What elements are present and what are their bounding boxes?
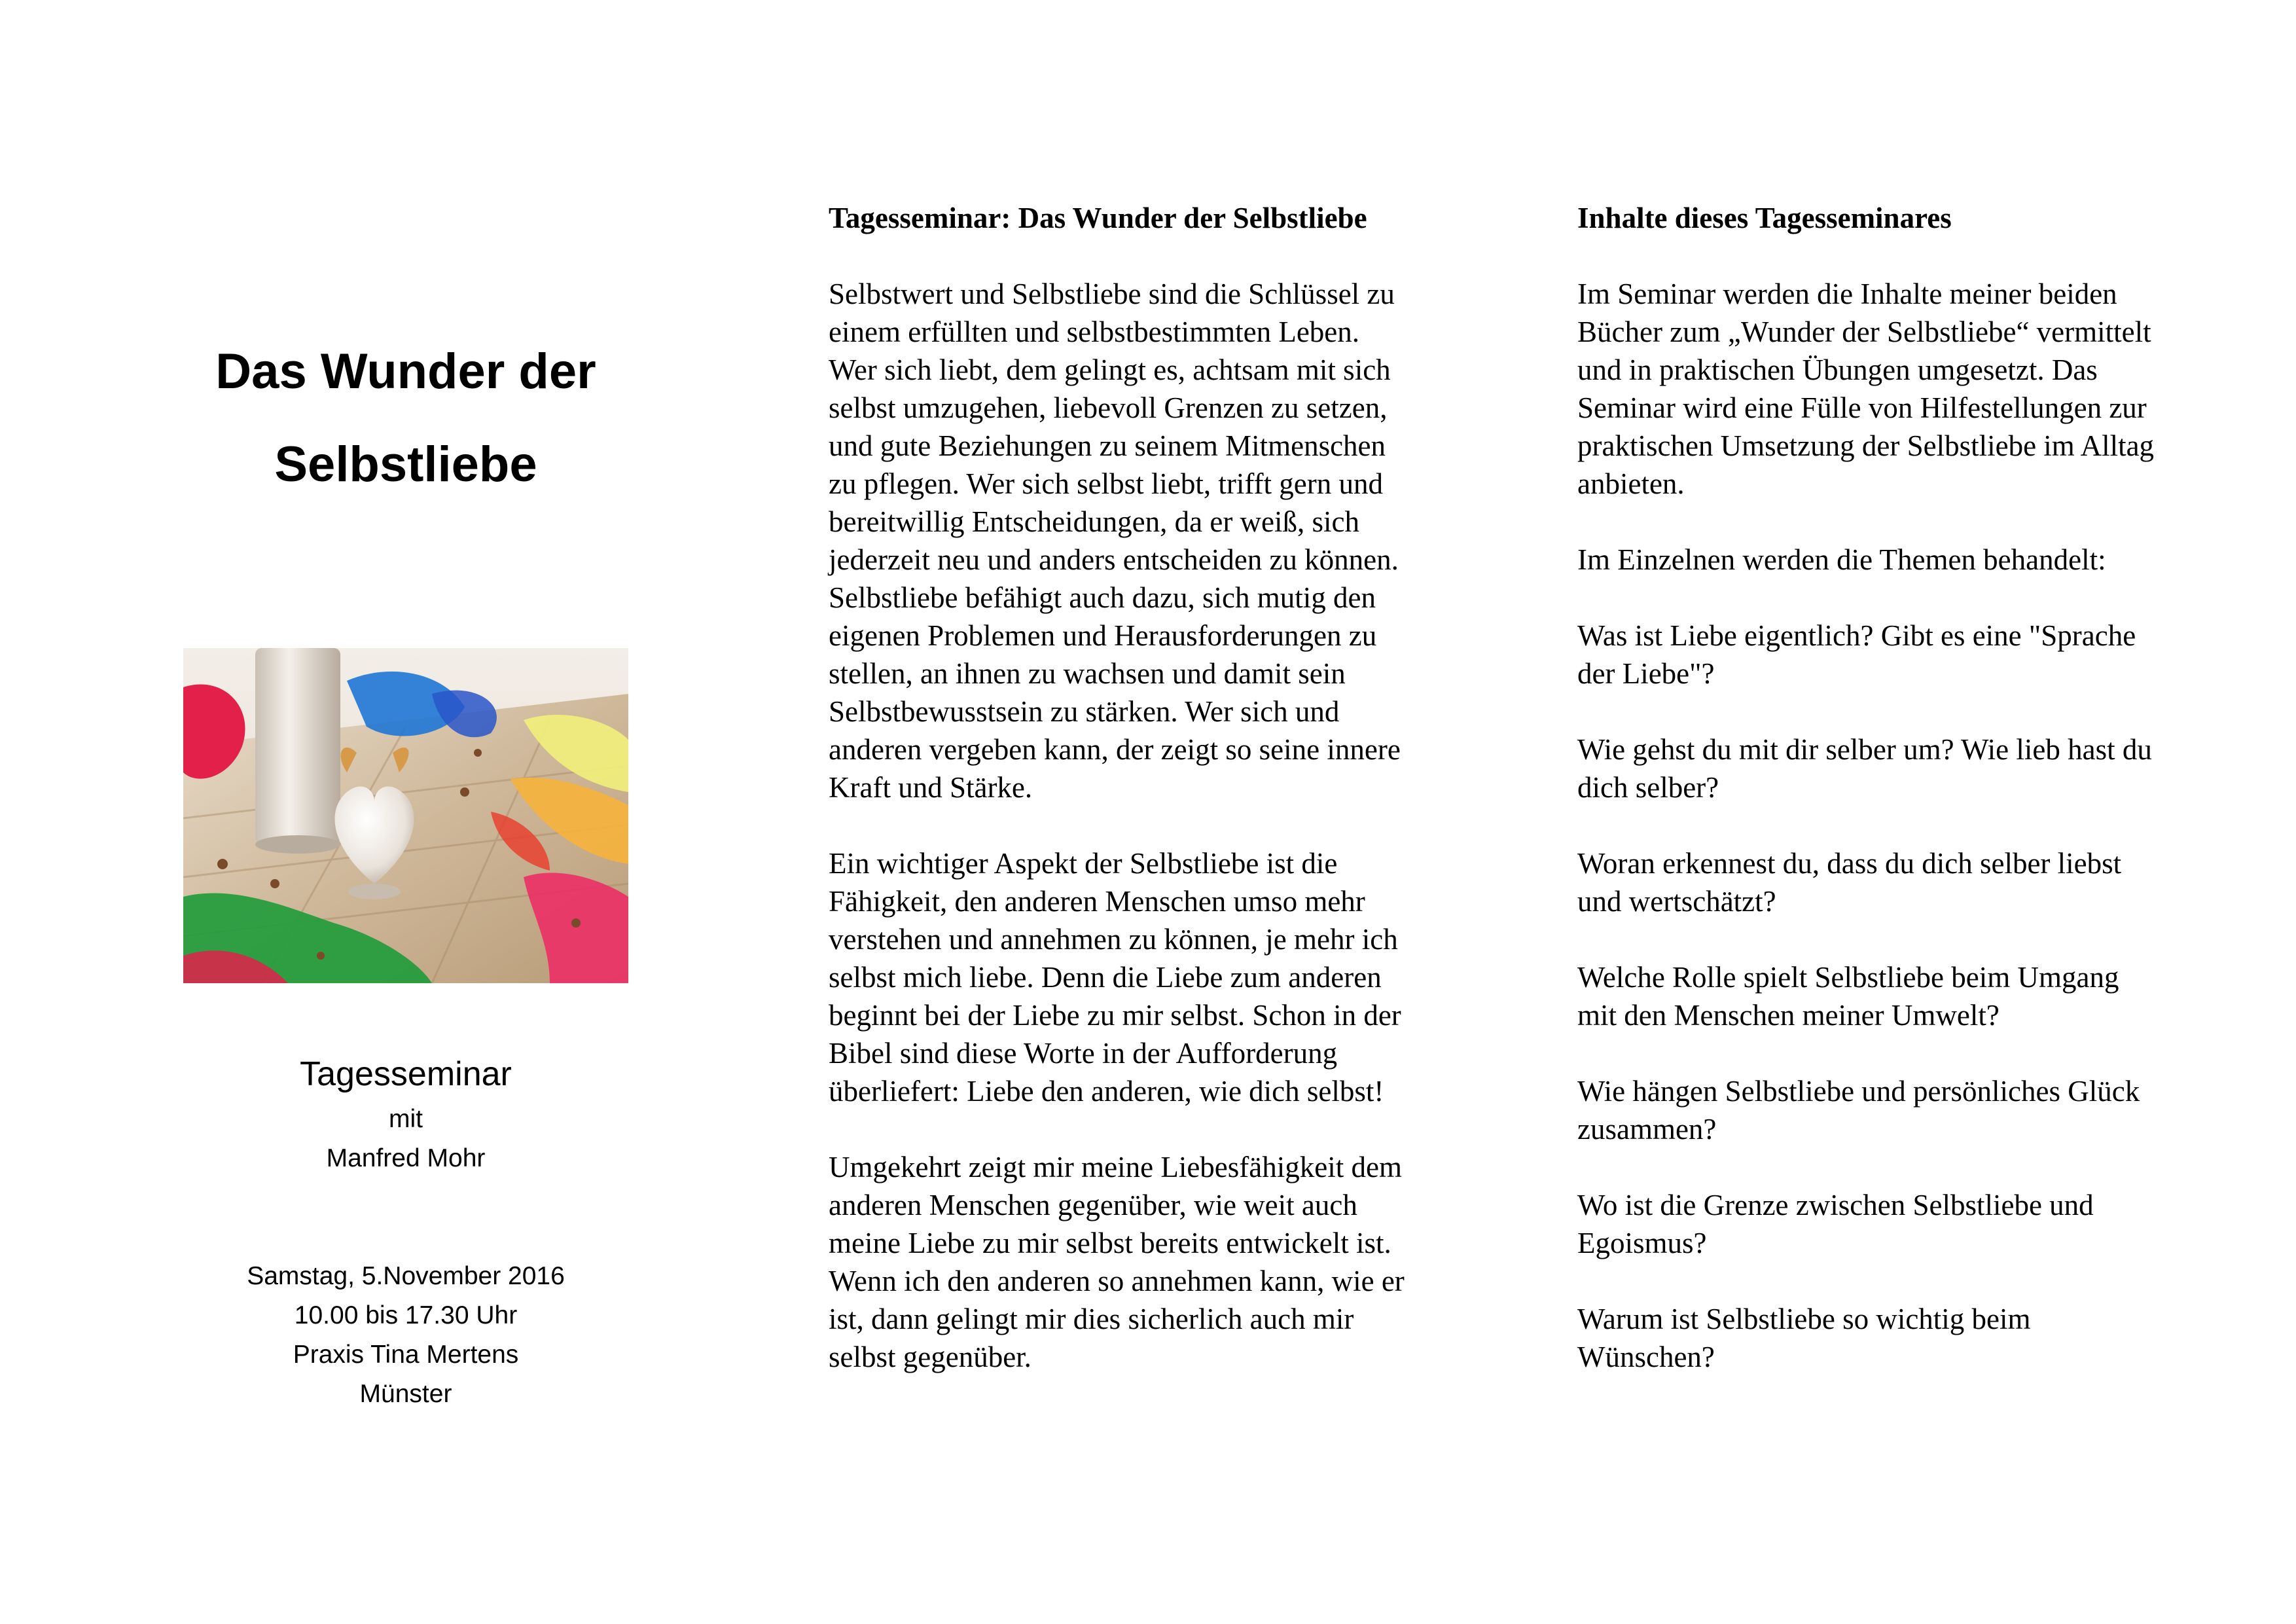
contents-paragraph	[1577, 844, 2238, 920]
intro-text-line: Selbstwert und Selbstliebe sind die Schlüssel zu	[829, 278, 1395, 310]
contents-text-line: Im Seminar werden die Inhalte meiner beiden	[1577, 278, 2117, 310]
cover-title-line-2: Selbstliebe	[274, 437, 537, 492]
contents-text-line: Wie gehst du mit dir selber um? Wie lieb hast du	[1577, 733, 2152, 766]
intro-text-line: verstehen und annehmen zu können, je mehr ich	[829, 923, 1398, 956]
contents-text-line: und in praktischen Übungen umgesetzt. Das	[1577, 353, 2098, 386]
intro-paragraph	[829, 275, 1483, 806]
event-date: Samstag, 5.November 2016	[247, 1262, 565, 1290]
contents-paragraph	[1577, 1300, 2238, 1376]
heart-figurine-icon	[183, 648, 628, 983]
intro-panel	[829, 199, 1483, 1414]
intro-text-line: einem erfüllten und selbstbestimmten Leben.	[829, 316, 1360, 348]
intro-text-line: anderen Menschen gegenüber, wie weit auch	[829, 1189, 1357, 1221]
contents-paragraph	[1577, 617, 2238, 693]
contents-text-line: Im Einzelnen werden die Themen behandelt:	[1577, 543, 2106, 576]
intro-text-line: meine Liebe zu mir selbst bereits entwickelt ist.	[829, 1227, 1391, 1259]
intro-text-line: selbst gegenüber.	[829, 1341, 1031, 1373]
contents-heading: Inhalte dieses Tagesseminares	[1577, 202, 1952, 234]
intro-text-line: selbst umzugehen, liebevoll Grenzen zu setzen,	[829, 391, 1388, 424]
cover-photo	[183, 648, 628, 983]
contents-text-line: dich selber?	[1577, 771, 1719, 804]
contents-text-line: Bücher zum „Wunder der Selbstliebe“ vermittelt	[1577, 316, 2151, 348]
contents-text-line: anbieten.	[1577, 467, 1685, 500]
contents-body	[1577, 275, 2238, 1376]
event-presenter: Manfred Mohr	[326, 1144, 486, 1172]
intro-text-line: Bibel sind diese Worte in der Aufforderung	[829, 1037, 1338, 1070]
contents-text-line: Warum ist Selbstliebe so wichtig beim	[1577, 1303, 2031, 1335]
contents-text-line: der Liebe"?	[1577, 657, 1715, 690]
contents-text-line: zusammen?	[1577, 1113, 1717, 1146]
contents-panel	[1577, 199, 2238, 1414]
event-type: Tagesseminar	[300, 1055, 512, 1093]
event-venue: Praxis Tina Mertens	[293, 1341, 519, 1369]
event-with: mit	[389, 1105, 423, 1133]
contents-text-line: praktischen Umsetzung der Selbstliebe im Alltag	[1577, 429, 2155, 462]
intro-text-line: jederzeit neu und anders entscheiden zu können.	[829, 543, 1399, 576]
intro-text-line: bereitwillig Entscheidungen, da er weiß, sich	[829, 505, 1360, 538]
intro-text-line: Selbstbewusstsein zu stärken. Wer sich und	[829, 695, 1340, 728]
contents-paragraph	[1577, 1186, 2238, 1262]
intro-text-line: Wer sich liebt, dem gelingt es, achtsam mit sich	[829, 353, 1391, 386]
contents-text-line: Seminar wird eine Fülle von Hilfestellungen zur	[1577, 391, 2147, 424]
event-time: 10.00 bis 17.30 Uhr	[294, 1301, 518, 1329]
event-city: Münster	[359, 1380, 452, 1408]
contents-paragraph	[1577, 275, 2238, 503]
intro-text-line: und gute Beziehungen zu seinem Mitmenschen	[829, 429, 1386, 462]
contents-paragraph	[1577, 541, 2238, 579]
intro-paragraph	[829, 844, 1483, 1110]
intro-paragraph	[829, 1148, 1483, 1376]
intro-text-line: überliefert: Liebe den anderen, wie dich selbst!	[829, 1075, 1384, 1108]
contents-text-line: Woran erkennest du, dass du dich selber liebst	[1577, 847, 2122, 880]
contents-text-line: Wo ist die Grenze zwischen Selbstliebe und	[1577, 1189, 2094, 1221]
intro-text-line: Selbstliebe befähigt auch dazu, sich mutig den	[829, 581, 1376, 614]
intro-text-line: selbst mich liebe. Denn die Liebe zum anderen	[829, 961, 1382, 994]
contents-text-line: Welche Rolle spielt Selbstliebe beim Umgang	[1577, 961, 2119, 994]
contents-text-line: Wie hängen Selbstliebe und persönliches Glück	[1577, 1075, 2140, 1108]
contents-text-line: mit den Menschen meiner Umwelt?	[1577, 999, 2000, 1032]
intro-text-line: Fähigkeit, den anderen Menschen umso mehr	[829, 885, 1365, 918]
intro-text-line: stellen, an ihnen zu wachsen und damit sein	[829, 657, 1346, 690]
intro-text-line: Ein wichtiger Aspekt der Selbstliebe ist die	[829, 847, 1338, 880]
intro-text-line: eigenen Problemen und Herausforderungen zu	[829, 619, 1377, 652]
contents-text-line: Was ist Liebe eigentlich? Gibt es eine "Sprache	[1577, 619, 2136, 652]
contents-text-line: Egoismus?	[1577, 1227, 1707, 1259]
intro-text-line: anderen vergeben kann, der zeigt so seine innere	[829, 733, 1401, 766]
intro-heading: Tagesseminar: Das Wunder der Selbstliebe	[829, 202, 1367, 234]
intro-text-line: Wenn ich den anderen so annehmen kann, wie er	[829, 1265, 1405, 1297]
intro-text-line: Umgekehrt zeigt mir meine Liebesfähigkeit dem	[829, 1151, 1402, 1183]
contents-text-line: und wertschätzt?	[1577, 885, 1776, 918]
contents-paragraph	[1577, 958, 2238, 1034]
intro-text-line: Kraft und Stärke.	[829, 771, 1033, 804]
intro-text-line: beginnt bei der Liebe zu mir selbst. Schon in der	[829, 999, 1401, 1032]
intro-body	[829, 275, 1483, 1376]
intro-text-line: ist, dann gelingt mir dies sicherlich auch mir	[829, 1303, 1354, 1335]
contents-text-line: Wünschen?	[1577, 1341, 1715, 1373]
cover-title-line-1: Das Wunder der	[215, 344, 596, 399]
contents-paragraph	[1577, 731, 2238, 806]
intro-text-line: zu pflegen. Wer sich selbst liebt, trifft gern und	[829, 467, 1384, 500]
contents-paragraph	[1577, 1072, 2238, 1148]
